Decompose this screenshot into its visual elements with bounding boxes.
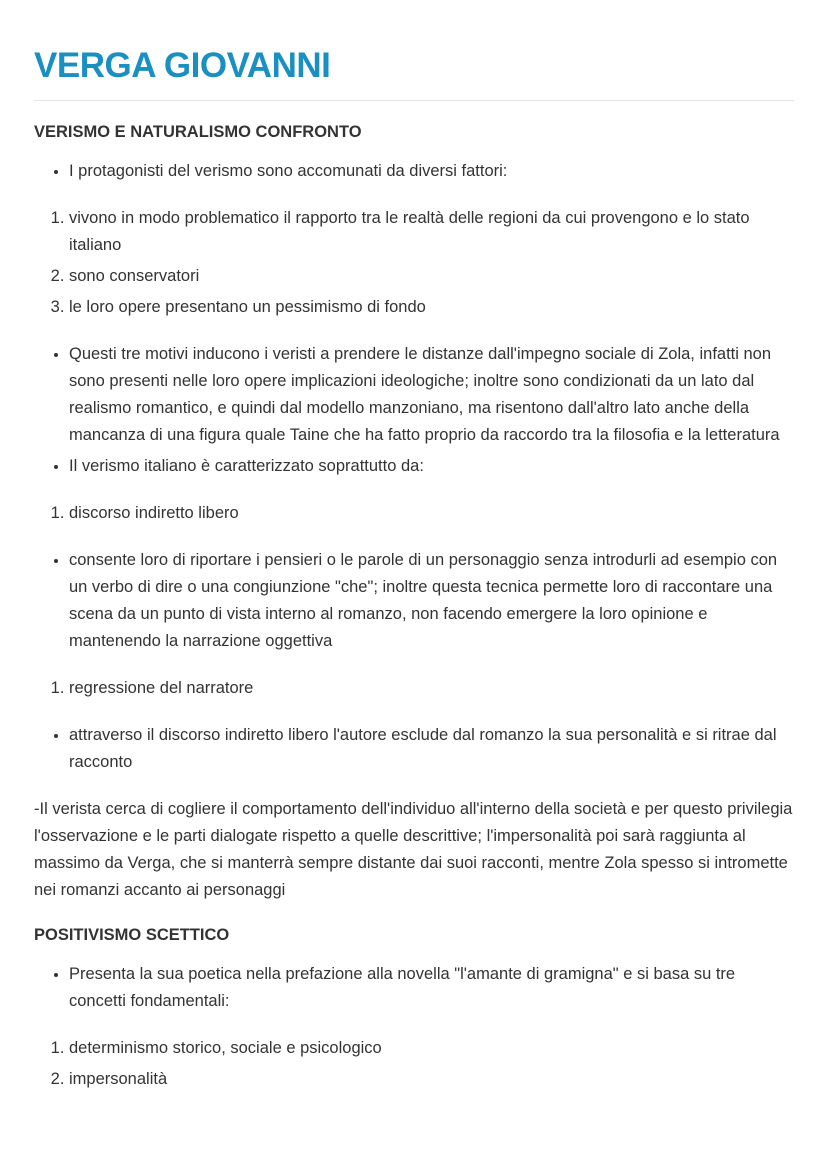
list-item: • Questi tre motivi inducono i veristi a prendere le distanze dall'impegno sociale di Zola, infatti non sono presenti nelle loro opere implicazioni ideologiche; inoltre sono condizionati da un lato dal realismo romantico, e quindi dal modello manzoniano, ma risentono dall'altro lato anche della mancanza di una figura quale Taine che ha fatto proprio da raccordo tra la filosofia e la letteratura <box>69 341 794 449</box>
numbered-list <box>34 675 794 702</box>
bullet-list <box>34 961 794 1015</box>
factors-list <box>34 205 794 321</box>
title-divider <box>34 100 794 101</box>
list-item: • Presenta la sua poetica nella prefazione alla novella "l'amante di gramigna" e si basa su tre concetti fondamentali: <box>69 961 794 1015</box>
list-item: 1. vivono in modo problematico il rapporto tra le realtà delle regioni da cui provengono e lo stato italiano <box>69 205 794 259</box>
list-item: • I protagonisti del verismo sono accomunati da diversi fattori: <box>69 158 794 185</box>
body-paragraph: -Il verista cerca di cogliere il comportamento dell'individuo all'interno della società e per questo privilegia l'osservazione e le parti dialogate rispetto a quelle descrittive; l'impersonalità poi sarà raggiunta al massimo da Verga, che si manterrà sempre distante dai suoi racconti, mentre Zola spesso si intromette nei romanzi accanto ai personaggi <box>34 800 793 899</box>
concepts-list <box>34 1035 794 1093</box>
list-item: 2. impersonalità <box>69 1066 794 1093</box>
list-item: 2. sono conservatori <box>69 263 794 290</box>
bullet-list <box>34 547 794 655</box>
list-item: • consente loro di riportare i pensieri o le parole di un personaggio senza introdurli ad esempio con un verbo di dire o una congiunzione "che"; inoltre questa tecnica permette loro di raccontare una scena da un punto di vista interno al romanzo, non facendo emergere la loro opinione e mantenendo la narrazione oggettiva <box>69 547 794 655</box>
page-title: VERGA GIOVANNI <box>34 46 331 85</box>
list-item: 3. le loro opere presentano un pessimismo di fondo <box>69 294 794 321</box>
bullet-list <box>34 341 794 480</box>
list-item: 1. determinismo storico, sociale e psicologico <box>69 1035 794 1062</box>
list-item: • Il verismo italiano è caratterizzato soprattutto da: <box>69 453 794 480</box>
list-item: • attraverso il discorso indiretto libero l'autore esclude dal romanzo la sua personalità e si ritrae dal racconto <box>69 722 794 776</box>
bullet-list <box>34 158 794 185</box>
section-heading-verismo-naturalismo: VERISMO E NATURALISMO CONFRONTO <box>34 123 362 141</box>
list-item: 1. discorso indiretto libero <box>69 500 794 527</box>
list-item: 1. regressione del narratore <box>69 675 794 702</box>
numbered-list <box>34 500 794 527</box>
section-heading-positivismo-scettico: POSITIVISMO SCETTICO <box>34 926 230 944</box>
bullet-list <box>34 722 794 776</box>
